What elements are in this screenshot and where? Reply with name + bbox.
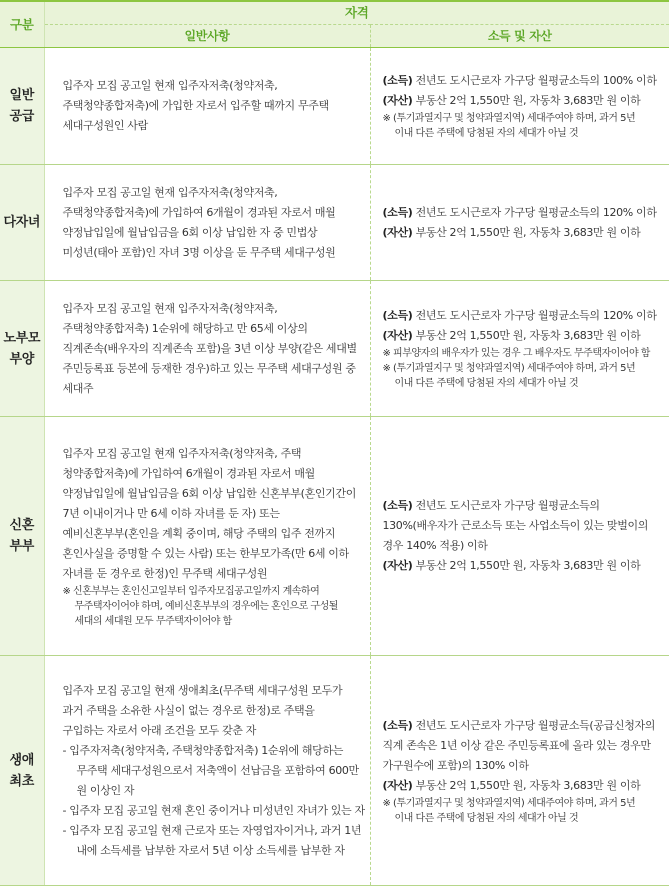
general-text: 주택청약종합저축)에 가입한 자로서 입주할 때까지 무주택: [62, 99, 329, 112]
general-text: 주민등록표 등본에 등재한 경우)하고 있는 무주택 세대구성원 중: [62, 361, 356, 375]
header-jagyeok: 자격: [44, 1, 669, 25]
general-text: 입주자 모집 공고일 현재 입주자저축(청약저축,: [62, 301, 278, 315]
income-text: 직계 존속은 1년 이상 같은 주민등록표에 올라 있는 경우만: [382, 738, 651, 752]
income-cell: [370, 417, 669, 656]
general-text: 예비신혼부부(혼인을 계획 중이며, 해당 주택의 입주 전까지: [62, 526, 336, 540]
general-text: 입주자 모집 공고일 현재 입주자저축(청약저축,: [62, 185, 278, 199]
general-text: 직계존속(배우자의 직계존속 포함)을 3년 이상 부양(같은 세대별: [62, 341, 357, 355]
general-cell: [44, 48, 370, 165]
income-tag: (자산): [382, 329, 413, 342]
income-line: [383, 716, 666, 736]
general-text: 세대구성원인 사람: [62, 119, 148, 132]
income-text: 부동산 2억 1,550만 원, 자동차 3,683만 원 이하: [412, 225, 641, 239]
category-label: 부양: [9, 351, 34, 367]
income-line: [383, 536, 666, 556]
income-note: ※ (투기과열지구 및 청약과열지역) 세대주여야 하며, 과거 5년: [382, 113, 636, 124]
condition-item: - 입주자 모집 공고일 현재 근로자 또는 자영업자이거나, 과거 1년: [62, 823, 362, 837]
general-text: 주택청약종합저축) 1순위에 해당하고 만 65세 이상의: [62, 321, 308, 335]
table-row: [0, 165, 669, 281]
income-tag: (소득): [382, 205, 413, 219]
income-text: 전년도 도시근로자 가구당 월평균소득의 120% 이하: [412, 309, 657, 322]
income-note: ※ (투기과열지구 및 청약과열지역) 세대주여야 하며, 과거 5년: [382, 797, 636, 809]
general-cell: [44, 656, 370, 886]
general-text: 입주자 모집 공고일 현재 생애최초(무주택 세대구성원 모두가: [62, 683, 343, 697]
condition-item: - 입주자저축(청약저축, 주택청약종합저축) 1순위에 해당하는: [62, 743, 344, 757]
category-cell: [0, 48, 44, 165]
income-tag: (소득): [382, 499, 413, 512]
income-tag: (자산): [382, 94, 413, 107]
income-text: 전년도 도시근로자 가구당 월평균소득의 100% 이하: [412, 74, 657, 87]
income-text: 부동산 2억 1,550만 원, 자동차 3,683만 원 이하: [412, 94, 641, 107]
income-line: [383, 516, 666, 536]
general-cell: [44, 281, 370, 417]
general-text: 미성년(태아 포함)인 자녀 3명 이상을 둔 무주택 세대구성원: [62, 245, 336, 259]
income-line: [383, 91, 666, 111]
income-line: [383, 306, 666, 326]
general-text: 세대주: [62, 381, 94, 395]
table-row: [0, 48, 669, 165]
general-text: 혼인사실을 증명할 수 있는 사람) 또는 한부모가족(만 6세 이하: [62, 546, 349, 560]
general-text: 청약종합저축)에 가입하여 6개월이 경과된 자로서 매월: [62, 466, 315, 480]
income-line: [383, 203, 666, 223]
general-text: 입주자 모집 공고일 현재 입주자저축(청약저축,: [62, 79, 278, 92]
income-text: 130%(배우자가 근로소득 또는 사업소득이 있는 맞벌이의: [382, 519, 649, 532]
category-cell: [0, 281, 44, 417]
category-label: 최초: [9, 773, 34, 789]
category-label: 일반: [9, 88, 34, 103]
category-cell: [0, 165, 44, 281]
condition-item: - 입주자 모집 공고일 현재 혼인 중이거나 미성년인 자녀가 있는 자: [62, 803, 365, 817]
category-label: 생애: [9, 752, 34, 768]
general-text: 자녀를 둔 경우로 한정)인 무주택 세대구성원: [62, 566, 268, 580]
income-line: [383, 736, 666, 756]
income-text: 전년도 도시근로자 가구당 월평균소득의: [412, 499, 600, 512]
income-note: 이내 다른 주택에 당첨된 자의 세대가 아닐 것: [394, 812, 579, 824]
income-cell: [370, 656, 669, 886]
condition-item: 원 이상인 자: [76, 783, 135, 797]
income-line: [383, 326, 666, 346]
table-row: [0, 281, 669, 417]
general-text: 7년 이내이거나 만 6세 이하 자녀를 둔 자) 또는: [62, 506, 280, 520]
general-note: 세대의 세대원 모두 무주택자이어야 함: [74, 615, 232, 627]
income-cell: [370, 48, 669, 165]
general-text: 주택청약종합저축)에 가입하여 6개월이 경과된 자로서 매월: [62, 205, 336, 219]
category-cell: [0, 417, 44, 656]
category-label: 신혼: [9, 518, 34, 533]
income-tag: (자산): [382, 559, 413, 572]
income-text: 부동산 2억 1,550만 원, 자동차 3,683만 원 이하: [412, 778, 641, 792]
general-text: 과거 주택을 소유한 사실이 없는 경우로 한정)로 주택을: [62, 703, 315, 717]
header-gubun: 구분: [0, 1, 44, 48]
category-label: 부부: [9, 539, 34, 554]
income-note: ※ 피부양자의 배우자가 있는 경우 그 배우자도 무주택자이어야 함: [382, 348, 650, 359]
general-text: 약정납입일에 월납입금을 6회 이상 납입한 자 중 민법상: [62, 225, 318, 239]
header-general: 일반사항: [44, 25, 370, 48]
table-row: [0, 656, 669, 886]
category-label: 공급: [9, 109, 34, 124]
income-note: ※ (투기과열지구 및 청약과열지역) 세대주여야 하며, 과거 5년: [382, 363, 636, 374]
general-text: 약정납입일에 월납입금을 6회 이상 납입한 신혼부부(혼인기간이: [62, 486, 356, 500]
condition-item: 무주택 세대구성원으로서 저축액이 선납금을 포함하여 600만: [76, 763, 359, 777]
income-text: 부동산 2억 1,550만 원, 자동차 3,683만 원 이하: [412, 559, 641, 572]
category-label: 다자녀: [3, 215, 41, 230]
income-line: [383, 756, 666, 776]
income-note: 이내 다른 주택에 당첨된 자의 세대가 아닐 것: [394, 378, 579, 389]
income-line: [383, 71, 666, 91]
income-line: [383, 556, 666, 576]
category-cell: [0, 656, 44, 886]
category-label: 노부모: [3, 330, 41, 346]
general-text: 구입하는 자로서 아래 조건을 모두 갖춘 자: [62, 723, 257, 737]
condition-item: 내에 소득세를 납부한 자로서 5년 이상 소득세를 납부한 자: [76, 843, 345, 857]
general-text: 입주자 모집 공고일 현재 입주자저축(청약저축, 주택: [62, 446, 302, 460]
income-text: 부동산 2억 1,550만 원, 자동차 3,683만 원 이하: [412, 329, 641, 342]
income-cell: [370, 165, 669, 281]
general-note: ※ 신혼부부는 혼인신고일부터 입주자모집공고일까지 계속하여: [62, 585, 320, 597]
header-income: 소득 및 자산: [370, 25, 669, 48]
income-line: [383, 776, 666, 796]
income-tag: (자산): [382, 225, 413, 239]
income-line: [383, 496, 666, 516]
income-text: 경우 140% 적용) 이하: [382, 539, 488, 552]
income-tag: (소득): [382, 309, 413, 322]
income-tag: (자산): [382, 778, 413, 792]
table-row: [0, 417, 669, 656]
income-cell: [370, 281, 669, 417]
income-text: 전년도 도시근로자 가구당 월평균소득(공급신청자의: [412, 718, 656, 732]
general-cell: [44, 165, 370, 281]
income-text: 가구원수에 포함)의 130% 이하: [382, 758, 529, 772]
general-note: 무주택자이어야 하며, 예비신혼부부의 경우에는 혼인으로 구성될: [74, 600, 338, 612]
income-note: 이내 다른 주택에 당첨된 자의 세대가 아닐 것: [394, 128, 579, 139]
income-tag: (소득): [382, 718, 413, 732]
income-text: 전년도 도시근로자 가구당 월평균소득의 120% 이하: [412, 205, 657, 219]
income-tag: (소득): [382, 74, 413, 87]
income-line: [383, 223, 666, 243]
general-cell: [44, 417, 370, 656]
